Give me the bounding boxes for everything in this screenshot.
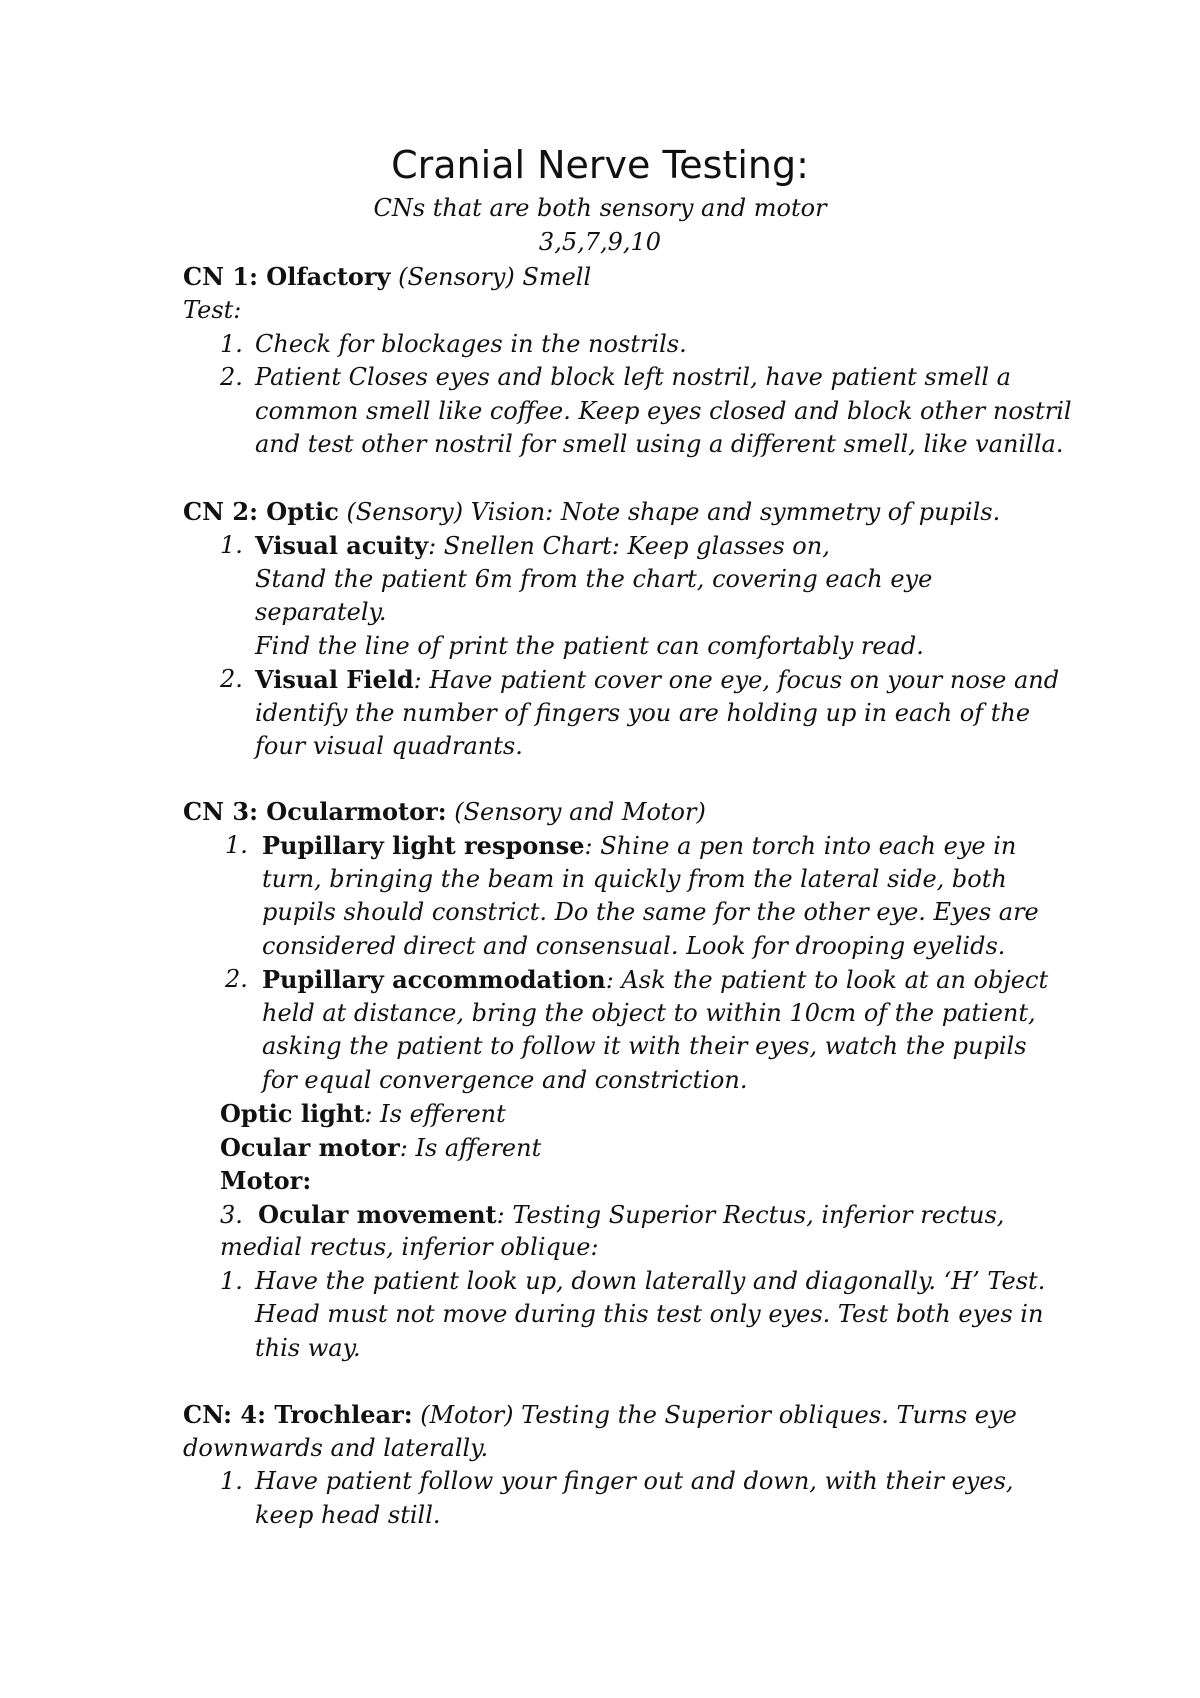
cn2-item1-bold: Visual acuity — [255, 531, 429, 560]
cn1-item1-num: 1. — [220, 330, 243, 358]
cn3-sub1-line3: this way. — [255, 1334, 361, 1362]
cn1-item2-line3: and test other nostril for smell using a different smell, like vanilla. — [255, 430, 1064, 458]
optic-light-line — [220, 1097, 506, 1131]
cn2-item2-line2: identify the number of fingers you are holding up in each of the — [255, 699, 1031, 727]
cn3-item2-rest: : Ask the patient to look at an object — [605, 966, 1049, 994]
cn1-heading — [183, 260, 591, 294]
cn3-item1-line2: turn, bringing the beam in quickly from the lateral side, both — [262, 865, 1007, 893]
cn2-item2-line1 — [255, 663, 1059, 697]
cn4-heading-bold: CN: 4: Trochlear: — [183, 1400, 413, 1429]
cn2-item1-line2: Stand the patient 6m from the chart, covering each eye — [255, 565, 933, 593]
cn4-item1-line1: Have patient follow your finger out and down, with their eyes, — [255, 1467, 1014, 1495]
optic-light-rest: : Is efferent — [364, 1100, 506, 1128]
cn1-item2-line2: common smell like coffee. Keep eyes closed and block other nostril — [255, 397, 1072, 425]
cn3-item1-line4: considered direct and consensual. Look for drooping eyelids. — [262, 932, 1006, 960]
cn3-sub1-line1: Have the patient look up, down laterally and diagonally. ‘H’ Test. — [255, 1267, 1046, 1295]
cn3-item2-line2: held at distance, bring the object to within 10cm of the patient, — [262, 999, 1036, 1027]
cn1-item1-line1: Check for blockages in the nostrils. — [255, 330, 687, 358]
cn3-item1-rest: : Shine a pen torch into each eye in — [584, 832, 1017, 860]
cn3-item2-line1 — [262, 963, 1048, 997]
cn3-item2-bold: Pupillary accommodation — [262, 965, 606, 994]
cn2-heading-rest: (Sensory) Vision: Note shape and symmetry of pupils. — [338, 498, 1001, 526]
cn3-item1-line1 — [262, 829, 1016, 863]
cn1-item2-line1: Patient Closes eyes and block left nostril, have patient smell a — [255, 363, 1011, 391]
cn2-heading-bold: CN 2: Optic — [183, 497, 339, 526]
cn2-item1-line3: separately. — [255, 598, 387, 626]
cn2-item1-rest: : Snellen Chart: Keep glasses on, — [428, 532, 830, 560]
cn2-item1-num: 1. — [220, 531, 243, 559]
ocular-motor-bold: Ocular motor — [220, 1133, 400, 1162]
cn2-item1-line1 — [255, 529, 830, 563]
motor-label: Motor: — [220, 1166, 312, 1195]
cn3-item3-line2: medial rectus, inferior oblique: — [220, 1233, 599, 1261]
ocular-motor-line — [220, 1131, 541, 1165]
cn1-heading-bold: CN 1: Olfactory — [183, 262, 391, 291]
cn4-heading — [183, 1398, 1017, 1432]
cn3-item3-line1 — [220, 1198, 1004, 1232]
cn3-item2-num: 2. — [225, 965, 248, 993]
cn4-heading-rest: (Motor) Testing the Superior obliques. Turns eye — [412, 1401, 1017, 1429]
cn4-heading-line2: downwards and laterally. — [183, 1434, 489, 1462]
cn3-heading-rest: (Sensory and Motor) — [446, 798, 706, 826]
cn2-item2-rest: : Have patient cover one eye, focus on your nose and — [413, 666, 1060, 694]
cn3-heading — [183, 795, 706, 829]
cn3-sub1-num: 1. — [220, 1267, 243, 1295]
cn3-item3-num: 3. — [220, 1201, 243, 1229]
cn3-item3-bold: Ocular movement — [258, 1200, 497, 1229]
cn2-item1-line4: Find the line of print the patient can comfortably read. — [255, 632, 924, 660]
cn1-item2-num: 2. — [220, 363, 243, 391]
cn2-item2-bold: Visual Field — [255, 665, 414, 694]
cn3-item2-line3: asking the patient to follow it with their eyes, watch the pupils — [262, 1032, 1027, 1060]
cn1-test-label: Test: — [183, 296, 242, 324]
cn3-sub1-line2: Head must not move during this test only eyes. Test both eyes in — [255, 1300, 1044, 1328]
cn2-heading — [183, 495, 1000, 529]
cn3-item1-bold: Pupillary light response — [262, 831, 585, 860]
cn3-item1-line3: pupils should constrict. Do the same for the other eye. Eyes are — [262, 898, 1039, 926]
cn2-item2-num: 2. — [220, 665, 243, 693]
cn4-item1-line2: keep head still. — [255, 1501, 441, 1529]
optic-light-bold: Optic light — [220, 1099, 365, 1128]
cn3-heading-bold: CN 3: Ocularmotor: — [183, 797, 447, 826]
subtitle: CNs that are both sensory and motor — [373, 194, 827, 222]
cn3-item2-line4: for equal convergence and constriction. — [262, 1066, 748, 1094]
cn3-item1-num: 1. — [225, 831, 248, 859]
page-title: Cranial Nerve Testing: — [391, 143, 809, 187]
cn1-heading-rest: (Sensory) Smell — [390, 263, 592, 291]
subtitle-numbers: 3,5,7,9,10 — [538, 228, 662, 256]
cn4-item1-num: 1. — [220, 1467, 243, 1495]
cn2-item2-line3: four visual quadrants. — [255, 732, 523, 760]
cn3-item3-rest: : Testing Superior Rectus, inferior rectus, — [496, 1201, 1005, 1229]
ocular-motor-rest: : Is afferent — [399, 1134, 542, 1162]
